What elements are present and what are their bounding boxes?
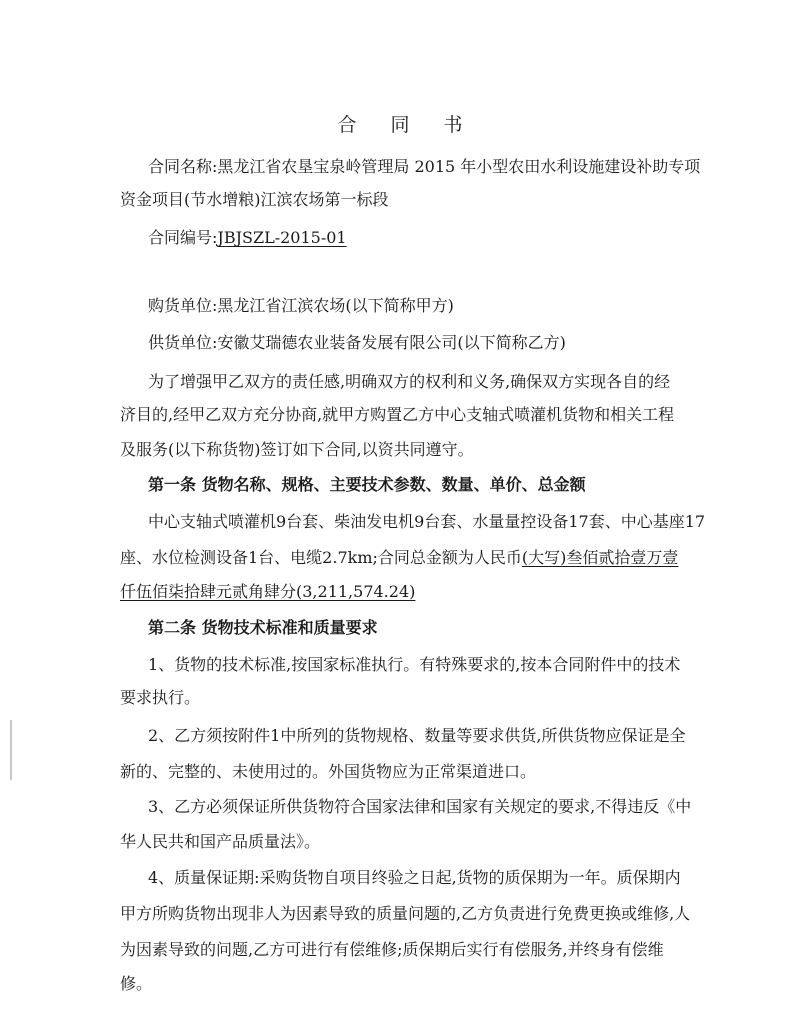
- contract-amount: (大写)叁佰贰拾壹万壹: [521, 548, 679, 567]
- contract-name-row: [148, 157, 700, 177]
- document-title: 合 同 书: [337, 114, 477, 136]
- buyer-value: 黑龙江省江滨农场(以下简称甲方): [217, 296, 454, 315]
- buyer-row: [148, 296, 454, 316]
- contract-name-label: 合同名称:: [148, 157, 218, 176]
- clause-4-line: 修。: [120, 974, 153, 993]
- contract-amount-continued: 仟伍佰柒拾肆元贰角肆分(3,211,574.24): [120, 582, 416, 601]
- article-1-line: 中心支轴式喷灌机9台套、柴油发电机9台套、水量量控设备17套、中心基座17: [148, 512, 706, 531]
- clause-3-line: 华人民共和国产品质量法》。: [120, 832, 321, 851]
- buyer-label: 购货单位:: [148, 296, 218, 315]
- clause-4-line: 为因素导致的问题,乙方可进行有偿维修;质保期后实行有偿服务,并终身有偿维: [120, 940, 664, 959]
- scan-margin-mark: [10, 720, 12, 780]
- clause-3-line: 3、乙方必须保证所供货物符合国家法律和国家有关规定的要求,不得违反《中: [148, 797, 692, 816]
- clause-2-line: 新的、完整的、未使用过的。外国货物应为正常渠道进口。: [120, 762, 537, 781]
- contract-number-value: JBJSZL-2015-01: [217, 228, 347, 247]
- contract-name-value: 黑龙江省农垦宝泉岭管理局 2015 年小型农田水利设施建设补助专项: [217, 157, 701, 176]
- clause-1-line: 1、货物的技术标准,按国家标准执行。有特殊要求的,按本合同附件中的技术: [148, 655, 681, 674]
- supplier-row: [148, 333, 566, 353]
- contract-name-continued: 资金项目(节水增粮)江滨农场第一标段: [120, 190, 389, 209]
- intro-line: 及服务(以下称货物)签订如下合同,以资共同遵守。: [120, 440, 474, 459]
- clause-1-line: 要求执行。: [120, 688, 201, 707]
- clause-2-line: 2、乙方须按附件1中所列的货物规格、数量等要求供货,所供货物应保证是全: [148, 726, 686, 745]
- contract-number-row: [148, 228, 347, 248]
- intro-line: 为了增强甲乙双方的责任感,明确双方的权利和义务,确保双方实现各自的经: [148, 372, 671, 391]
- article-1-line: [120, 548, 678, 568]
- article-1-text: 座、水位检测设备1台、电缆2.7km;合同总金额为人民币: [120, 548, 522, 567]
- contract-number-label: 合同编号:: [148, 228, 218, 247]
- supplier-label: 供货单位:: [148, 333, 218, 352]
- supplier-value: 安徽艾瑞德农业装备发展有限公司(以下简称乙方): [217, 333, 566, 352]
- intro-line: 济目的,经甲乙双方充分协商,就甲方购置乙方中心支轴式喷灌机货物和相关工程: [120, 405, 675, 424]
- article-2-heading: 第二条 货物技术标准和质量要求: [148, 618, 378, 637]
- clause-4-line: 4、质量保证期:采购货物自项目终验之日起,货物的质保期为一年。质保期内: [148, 868, 681, 887]
- article-1-heading: 第一条 货物名称、规格、主要技术参数、数量、单价、总金额: [148, 475, 586, 494]
- clause-4-line: 甲方所购货物出现非人为因素导致的质量问题的,乙方负责进行免费更换或维修,人: [120, 904, 691, 923]
